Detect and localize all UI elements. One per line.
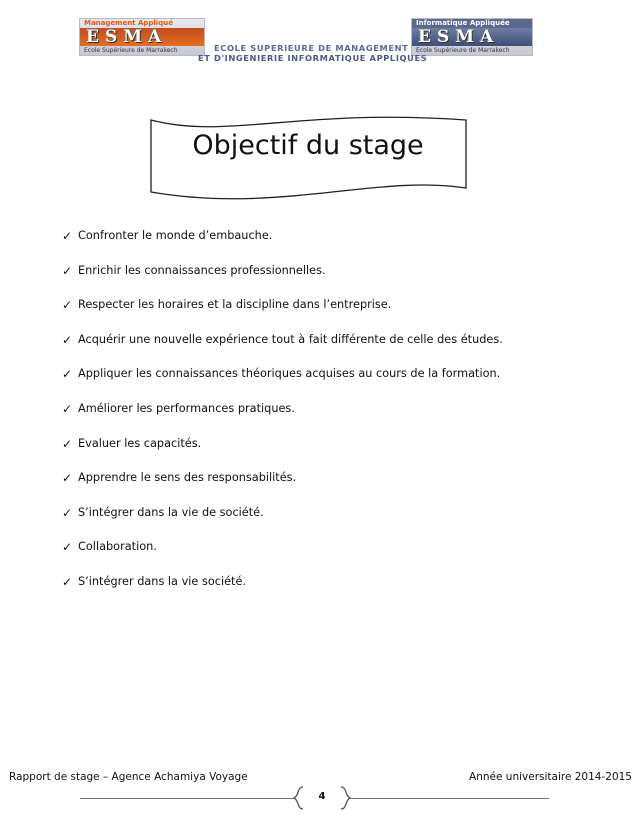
list-item-text: Appliquer les connaissances théoriques acquises au cours de la formation. [78, 367, 501, 381]
logo-right-top-text: Informatique Appliquée [412, 19, 532, 28]
checkmark-icon: ✓ [62, 367, 73, 382]
checkmark-icon: ✓ [62, 263, 73, 278]
list-item [62, 229, 503, 264]
checkmark-icon: ✓ [62, 505, 73, 520]
page-number: 4 [318, 791, 326, 802]
checkmark-icon: ✓ [62, 540, 73, 555]
list-item [62, 264, 503, 299]
list-item-text: Enrichir les connaissances professionnelles. [78, 263, 326, 277]
logo-left-bottom-text: Ecole Supérieure de Marrakech [84, 47, 178, 54]
checkmark-icon: ✓ [62, 298, 73, 313]
logo-right-bottom-text: Ecole Supérieure de Marrakech [416, 47, 510, 54]
school-name-line-2: ET D'INGENIERIE INFORMATIQUE APPLIQUES [198, 53, 428, 63]
list-item [62, 333, 503, 368]
checkmark-icon: ✓ [62, 332, 73, 347]
footer-divider-right [349, 798, 549, 799]
list-item [62, 506, 503, 541]
logo-right-main-text: ESMA [412, 28, 532, 46]
list-item [62, 367, 503, 402]
list-item-text: Améliorer les performances pratiques. [78, 401, 295, 415]
list-item-text: Evaluer les capacités. [78, 436, 202, 450]
school-name-line-1: ECOLE SUPERIEURE DE MANAGEMENT [214, 43, 409, 53]
list-item [62, 402, 503, 437]
list-item [62, 437, 503, 472]
list-item [62, 471, 503, 506]
logo-left-main-text: ESMA [80, 28, 204, 46]
footer-report-title: Rapport de stage – Agence Achamiya Voyage [9, 771, 248, 783]
logo-left-top-text: Management Appliqué [84, 19, 173, 27]
page-title: Objectif du stage [192, 130, 424, 161]
footer-divider-left [80, 798, 294, 799]
list-item-text: S’intégrer dans la vie société. [78, 574, 247, 588]
checkmark-icon: ✓ [62, 401, 73, 416]
list-item-text: Collaboration. [78, 540, 157, 554]
list-item [62, 298, 503, 333]
checkmark-icon: ✓ [62, 574, 73, 589]
list-item-text: S’intégrer dans la vie de société. [78, 505, 264, 519]
list-item [62, 575, 503, 610]
checkmark-icon: ✓ [62, 471, 73, 486]
esma-informatique-logo [411, 18, 533, 56]
list-item [62, 540, 503, 575]
list-item-text: Apprendre le sens des responsabilités. [78, 471, 297, 485]
list-item-text: Respecter les horaires et la discipline dans l’entreprise. [78, 298, 392, 312]
checkmark-icon: ✓ [62, 436, 73, 451]
checkmark-icon: ✓ [62, 229, 73, 243]
objectives-list [62, 229, 503, 610]
list-item-text: Confronter le monde d’embauche. [78, 229, 273, 242]
list-item-text: Acquérir une nouvelle expérience tout à fait différente de celle des études. [78, 332, 503, 346]
title-banner [148, 114, 468, 206]
esma-management-logo [79, 18, 205, 56]
footer-academic-year: Année universitaire 2014-2015 [469, 771, 632, 783]
